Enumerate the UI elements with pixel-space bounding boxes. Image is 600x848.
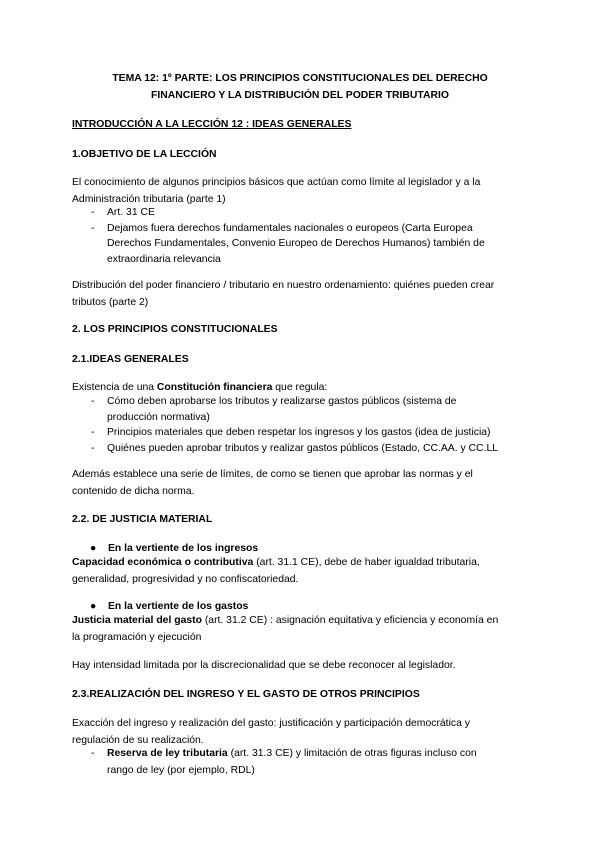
list-item: - Art. 31 CE xyxy=(72,205,532,221)
bold-term: Constitución financiera xyxy=(156,382,273,393)
intro-heading: INTRODUCCIÓN A LA LECCIÓN 12 : IDEAS GENERALES xyxy=(72,119,352,130)
text-run: Existencia de una xyxy=(72,382,157,393)
paragraph-line: Exacción del ingreso y realización del gasto: justificación y participación democrática y xyxy=(72,718,470,729)
ademas-paragraph xyxy=(72,466,532,500)
bullet-text: En la vertiente de los gastos xyxy=(108,601,249,612)
list-item: - Dejamos fuera derechos fundamentales nacionales o europeos (Carta Europea Derechos Fundamentales, Convenio Europeo de Derechos Humanos) también de extraordinaria relevancia xyxy=(72,221,502,268)
paragraph-line: contenido de dicha norma. xyxy=(72,486,195,497)
list-item: - Principios materiales que deben respetar los ingresos y los gastos (idea de justicia) xyxy=(72,425,532,441)
paragraph-line: Distribución del poder financiero / tributario en nuestro ordenamiento: quiénes pueden crear xyxy=(72,280,495,291)
section-2-1-heading: 2.1.IDEAS GENERALES xyxy=(72,354,189,365)
section-1-paragraph-2 xyxy=(72,277,532,311)
section-2-2-heading: 2.2. DE JUSTICIA MATERIAL xyxy=(72,514,213,525)
bullet-icon: ● xyxy=(90,601,97,612)
paragraph-line xyxy=(72,554,532,571)
bullet-text: En la vertiente de los ingresos xyxy=(108,543,259,554)
text-run: (art. 31.3 CE) y limitación de otras figuras incluso con xyxy=(227,748,477,759)
title-line-2: FINANCIERO Y LA DISTRIBUCIÓN DEL PODER TRIBUTARIO xyxy=(151,90,449,101)
paragraph-line: regulación de su realización. xyxy=(72,735,204,746)
list-item xyxy=(72,745,532,779)
capacidad-paragraph xyxy=(72,554,532,588)
bold-term: Justicia material del gasto xyxy=(72,615,202,626)
section-2-3-heading: 2.3.REALIZACIÓN DEL INGRESO Y EL GASTO DE OTROS PRINCIPIOS xyxy=(72,689,420,700)
paragraph-line: Además establece una serie de límites, de como se tienen que aprobar las normas y el xyxy=(72,469,473,480)
title-line-1: TEMA 12: 1º PARTE: LOS PRINCIPIOS CONSTITUCIONALES DEL DERECHO xyxy=(112,73,488,84)
section-2-3-list xyxy=(72,745,532,779)
paragraph-line: la programación y ejecución xyxy=(72,632,202,643)
paragraph-line: El conocimiento de algunos principios básicos que actúan como límite al legislador y a la xyxy=(72,177,481,188)
section-1-paragraph-1 xyxy=(72,174,532,208)
bullet-icon: ● xyxy=(90,543,97,554)
paragraph-line: Administración tributaria (parte 1) xyxy=(72,194,226,205)
section-1-list xyxy=(72,205,532,267)
paragraph-line: generalidad, progresividad y no confiscatoriedad. xyxy=(72,574,299,585)
document-title xyxy=(72,70,528,104)
bold-term: Capacidad económica o contributiva xyxy=(72,557,254,568)
text-run: que regula: xyxy=(272,382,328,393)
section-2-heading: 2. LOS PRINCIPIOS CONSTITUCIONALES xyxy=(72,324,278,335)
intensidad-paragraph: Hay intensidad limitada por la discrecionalidad que se debe reconocer al legislador. xyxy=(72,660,456,671)
exaccion-paragraph xyxy=(72,715,532,749)
list-item: - Cómo deben aprobarse los tributos y realizarse gastos públicos (sistema de producción normativa) xyxy=(72,394,467,425)
text-run: rango de ley (por ejemplo, RDL) xyxy=(107,765,255,776)
justicia-gasto-paragraph xyxy=(72,612,532,646)
list-item: - Quiénes pueden aprobar tributos y realizar gastos públicos (Estado, CC.AA. y CC.LL xyxy=(72,441,532,457)
bold-term: Reserva de ley tributaria xyxy=(107,748,228,759)
section-2-1-list xyxy=(72,394,532,456)
paragraph-line xyxy=(72,612,532,629)
text-run: (art. 31.1 CE), debe de haber igualdad tributaria, xyxy=(253,557,480,568)
paragraph-line: tributos (parte 2) xyxy=(72,297,149,308)
text-run: (art. 31.2 CE) : asignación equitativa y eficiencia y economía en xyxy=(201,615,499,626)
section-1-heading: 1.OBJETIVO DE LA LECCIÓN xyxy=(72,149,217,160)
